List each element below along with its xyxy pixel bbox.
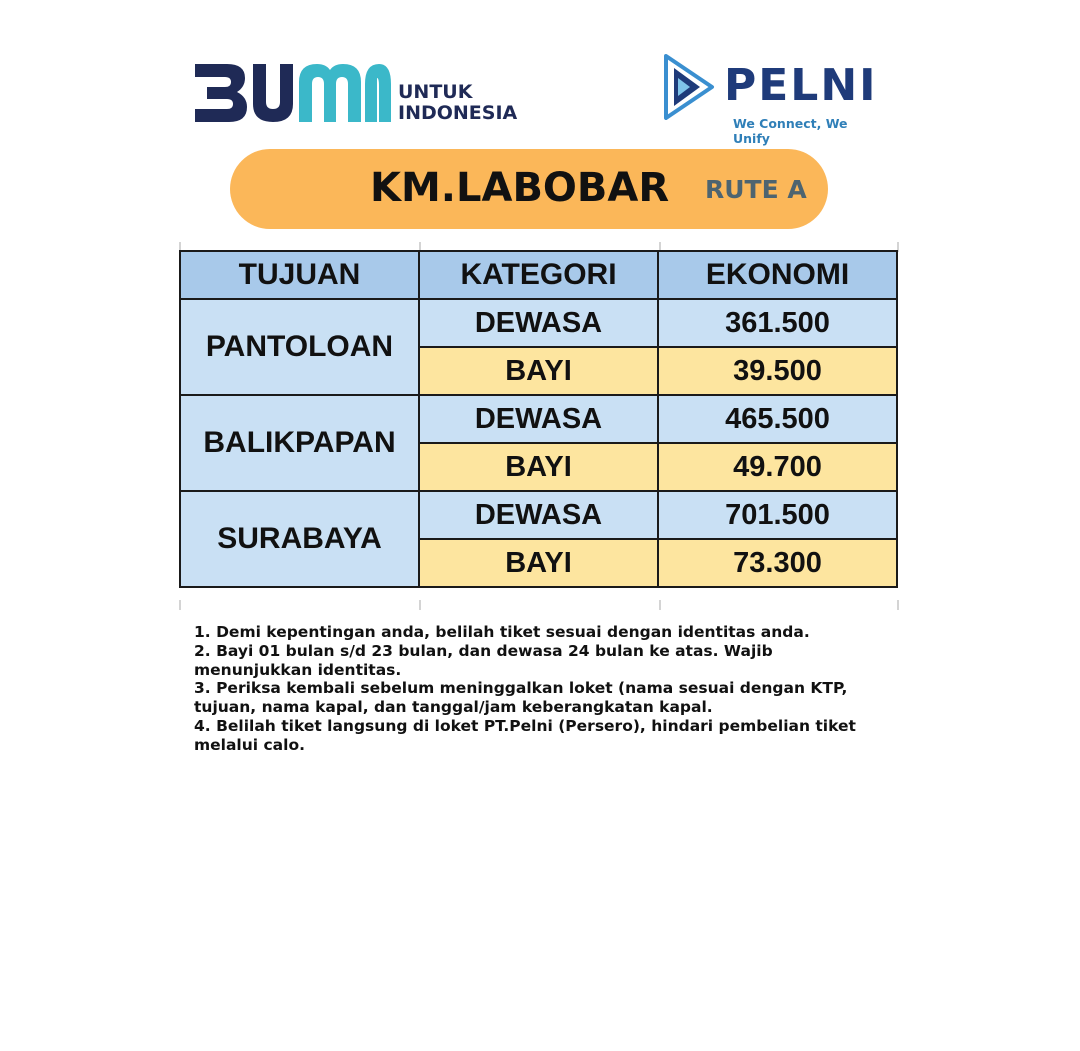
table-row bbox=[180, 491, 897, 539]
price-cell: 49.700 bbox=[658, 443, 897, 491]
header-ekonomi: EKONOMI bbox=[658, 251, 897, 299]
destination-cell: BALIKPAPAN bbox=[180, 395, 419, 491]
bumn-logo-mark bbox=[193, 62, 393, 124]
table-row bbox=[180, 395, 897, 443]
header-tujuan: TUJUAN bbox=[180, 251, 419, 299]
category-cell: DEWASA bbox=[419, 395, 658, 443]
price-cell: 701.500 bbox=[658, 491, 897, 539]
category-cell: BAYI bbox=[419, 539, 658, 587]
note-item: 1. Demi kepentingan anda, belilah tiket sesuai dengan identitas anda. bbox=[194, 623, 810, 641]
header-kategori: KATEGORI bbox=[419, 251, 658, 299]
note-item: 4. Belilah tiket langsung di loket PT.Pelni (Persero), hindari pembelian tiket melalui calo. bbox=[194, 716, 856, 754]
fare-table bbox=[179, 250, 898, 588]
grid-tick bbox=[897, 600, 899, 610]
grid-tick bbox=[179, 600, 181, 610]
category-cell: DEWASA bbox=[419, 299, 658, 347]
route-label: RUTE A bbox=[705, 175, 807, 204]
table-row bbox=[180, 299, 897, 347]
grid-tick bbox=[419, 600, 421, 610]
pelni-tagline: We Connect, We Unify bbox=[733, 116, 848, 146]
table-header-row bbox=[180, 251, 897, 299]
bumn-tagline-line1: UNTUK bbox=[398, 81, 473, 103]
price-cell: 73.300 bbox=[658, 539, 897, 587]
bumn-tagline bbox=[398, 82, 558, 124]
destination-cell: PANTOLOAN bbox=[180, 299, 419, 395]
note-item: 2. Bayi 01 bulan s/d 23 bulan, dan dewasa 24 bulan ke atas. Wajib menunjukkan identitas. bbox=[194, 641, 773, 679]
notes-list bbox=[194, 623, 894, 755]
pelni-play-icon bbox=[664, 54, 716, 120]
price-cell: 465.500 bbox=[658, 395, 897, 443]
price-cell: 39.500 bbox=[658, 347, 897, 395]
category-cell: BAYI bbox=[419, 443, 658, 491]
title-banner bbox=[230, 149, 828, 229]
grid-tick bbox=[659, 600, 661, 610]
destination-cell: SURABAYA bbox=[180, 491, 419, 587]
category-cell: DEWASA bbox=[419, 491, 658, 539]
price-cell: 361.500 bbox=[658, 299, 897, 347]
ship-name: KM.LABOBAR bbox=[370, 165, 670, 211]
pelni-logo bbox=[664, 54, 884, 146]
category-cell: BAYI bbox=[419, 347, 658, 395]
note-item: 3. Periksa kembali sebelum meninggalkan loket (nama sesuai dengan KTP, tujuan, nama kapal, dan tanggal/jam keberangkatan kapal. bbox=[194, 679, 848, 717]
pelni-wordmark: PELNI bbox=[724, 60, 878, 111]
bumn-tagline-line2: INDONESIA bbox=[398, 102, 518, 124]
